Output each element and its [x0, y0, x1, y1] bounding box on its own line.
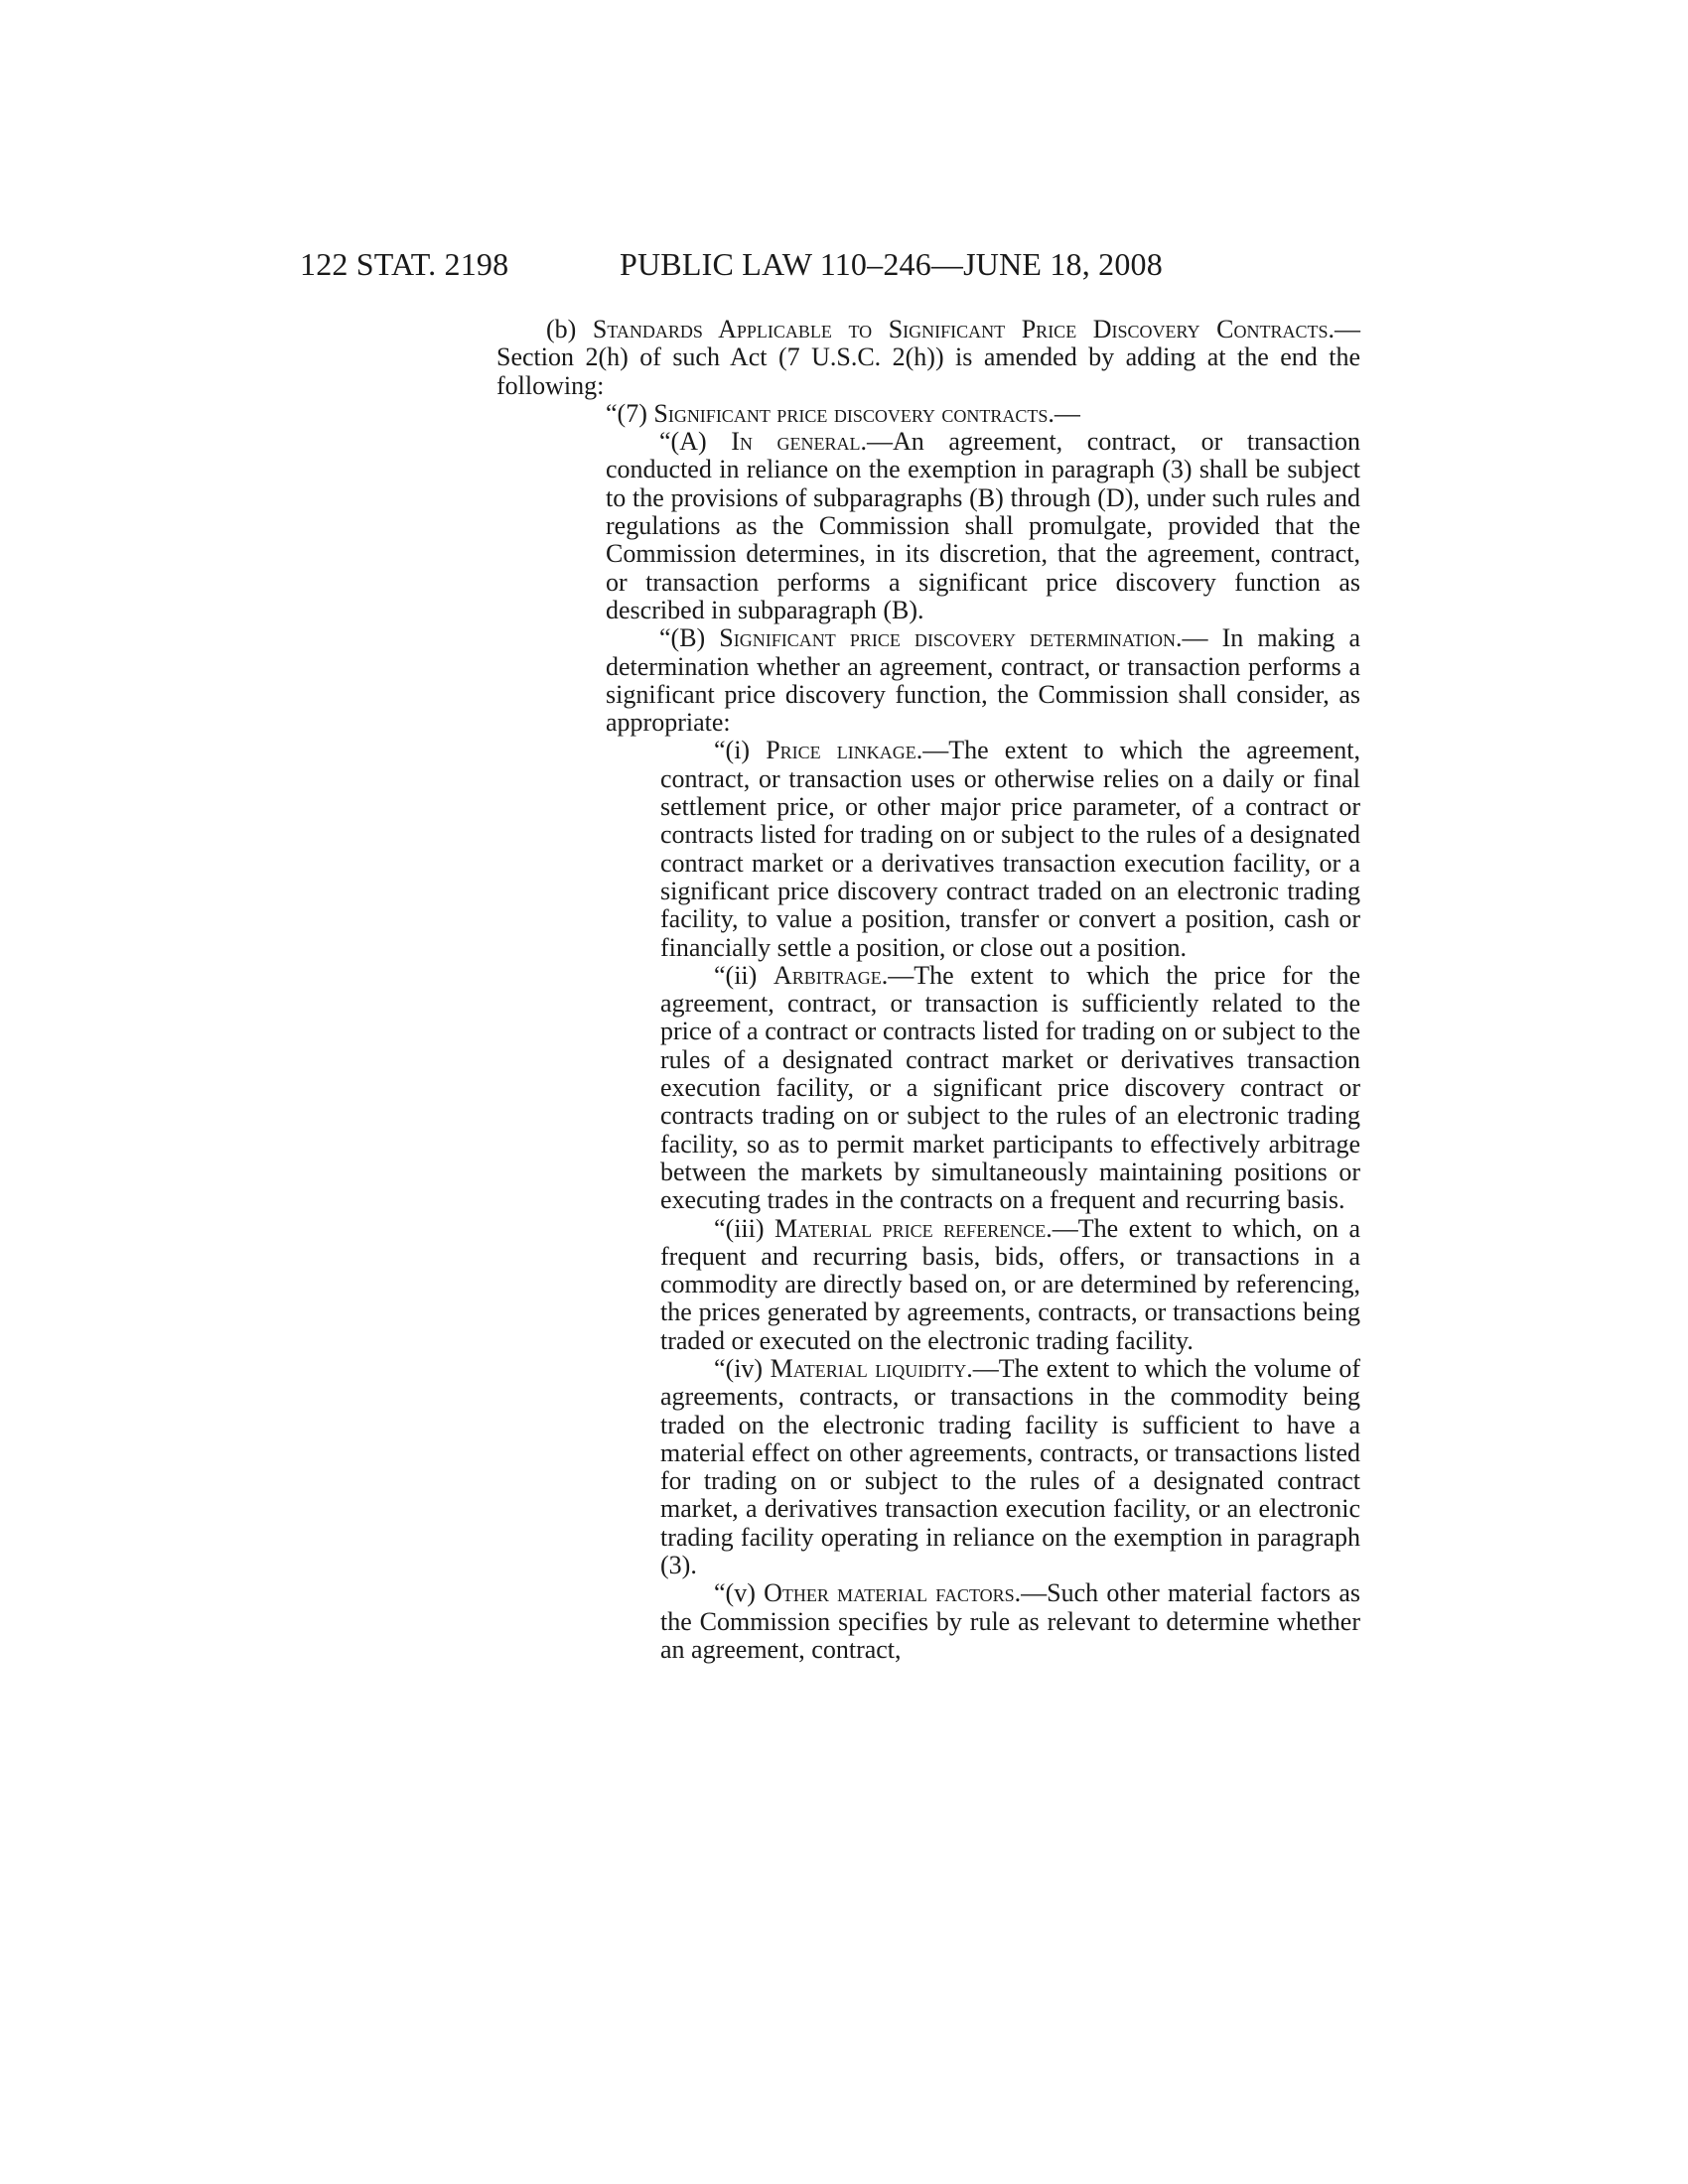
subparagraph-b-label: “(B): [659, 623, 720, 653]
clause-label: “(ii): [714, 960, 774, 990]
subsection-b: [496, 316, 1360, 400]
clause-heading: Price linkage: [766, 736, 916, 765]
paragraph-7-text: .—: [1048, 398, 1080, 428]
subparagraph-a-heading: In general: [731, 427, 861, 457]
subparagraph-b-heading: Significant price discovery determination: [719, 623, 1177, 653]
paragraph-7-label: “(7): [606, 398, 654, 428]
subparagraph-a: [496, 428, 1360, 624]
subparagraph-a-label: “(A): [659, 427, 732, 457]
clause-label: “(v): [714, 1578, 765, 1608]
statute-body: [496, 316, 1360, 1664]
paragraph-7-heading: Significant price discovery contracts: [653, 398, 1049, 428]
clause-heading: Arbitrage: [773, 960, 882, 990]
clause-text: .—The extent to which the volume of agreements, contracts, or transactions in the commodity being traded on the electronic trading facility is sufficient to have a material effect on other agreements, contracts, or transactions listed for trading on or subject to the rules of a designated contract market, a derivatives transaction execution facility, or an electronic trading facility operating in reliance on the exemption in paragraph (3).: [660, 1353, 1360, 1580]
clause-text: .—The extent to which the agreement, contract, or transaction uses or otherwise relies on a daily or final settlement price, or other major price parameter, of a contract or contracts listed for trading on or subject to the rules of a designated contract market or a derivatives transaction execution facility, or a significant price discovery contract traded on an electronic trading facility, to value a position, transfer or convert a position, cash or financially settle a position, or close out a position.: [660, 736, 1360, 962]
subparagraph-b-text: .— In making a determination whether an agreement, contract, or transaction performs a significant price discovery function, the Commission shall consider, as appropriate:: [606, 623, 1360, 738]
clause-label: “(iv): [714, 1353, 771, 1383]
subsection-b-text: .—Section 2(h) of such Act (7 U.S.C. 2(h)) is amended by adding at the end the following:: [496, 315, 1360, 400]
clause-text: .—The extent to which the price for the agreement, contract, or transaction is sufficiently related to the price of a contract or contracts listed for trading on or subject to the rules of a designated contract market or derivatives transaction execution facility, or a significant price discovery contract or contracts trading on or subject to the rules of an electronic trading facility, so as to permit market participants to effectively arbitrage between the markets by simultaneously maintaining positions or executing trades in the contracts on a frequent and recurring basis.: [660, 960, 1360, 1215]
subsection-b-heading: Standards Applicable to Significant Price Discovery Contracts: [592, 315, 1329, 343]
clause-ii: [496, 962, 1360, 1215]
subparagraph-b: [496, 624, 1360, 737]
clause-text: .—Such other material factors as the Commission specifies by rule as relevant to determine whether an agreement, contract,: [660, 1578, 1360, 1664]
clause-heading: Other material factors: [764, 1578, 1015, 1608]
clause-text: .—The extent to which, on a frequent and recurring basis, bids, offers, or transactions in a commodity are directly based on, or are determined by referencing, the prices generated by agreements, contracts, or transactions being traded or executed on the electronic trading facility.: [660, 1213, 1360, 1355]
public-law-title: PUBLIC LAW 110–246—JUNE 18, 2008: [620, 246, 1163, 282]
clause-heading: Material liquidity: [770, 1353, 967, 1383]
clause-heading: Material price reference: [774, 1213, 1047, 1243]
stat-page-number: 122 STAT. 2198: [300, 246, 509, 282]
clause-i: [496, 737, 1360, 961]
subparagraph-a-text: .—An agreement, contract, or transaction conducted in reliance on the exemption in paragraph (3) shall be subject to the provisions of subparagraphs (B) through (D), under such rules and regulations as the Commission shall promulgate, provided that the Commission determines, in its discretion, that the agreement, contract, or transaction performs a significant price discovery function as described in subparagraph (B).: [606, 427, 1360, 624]
paragraph-7: [496, 400, 1360, 428]
subsection-b-label: (b): [546, 315, 593, 343]
clause-iv: [496, 1355, 1360, 1579]
clause-label: “(iii): [714, 1213, 775, 1243]
clause-label: “(i): [714, 736, 767, 765]
clause-iii: [496, 1215, 1360, 1355]
clause-v: [496, 1579, 1360, 1664]
